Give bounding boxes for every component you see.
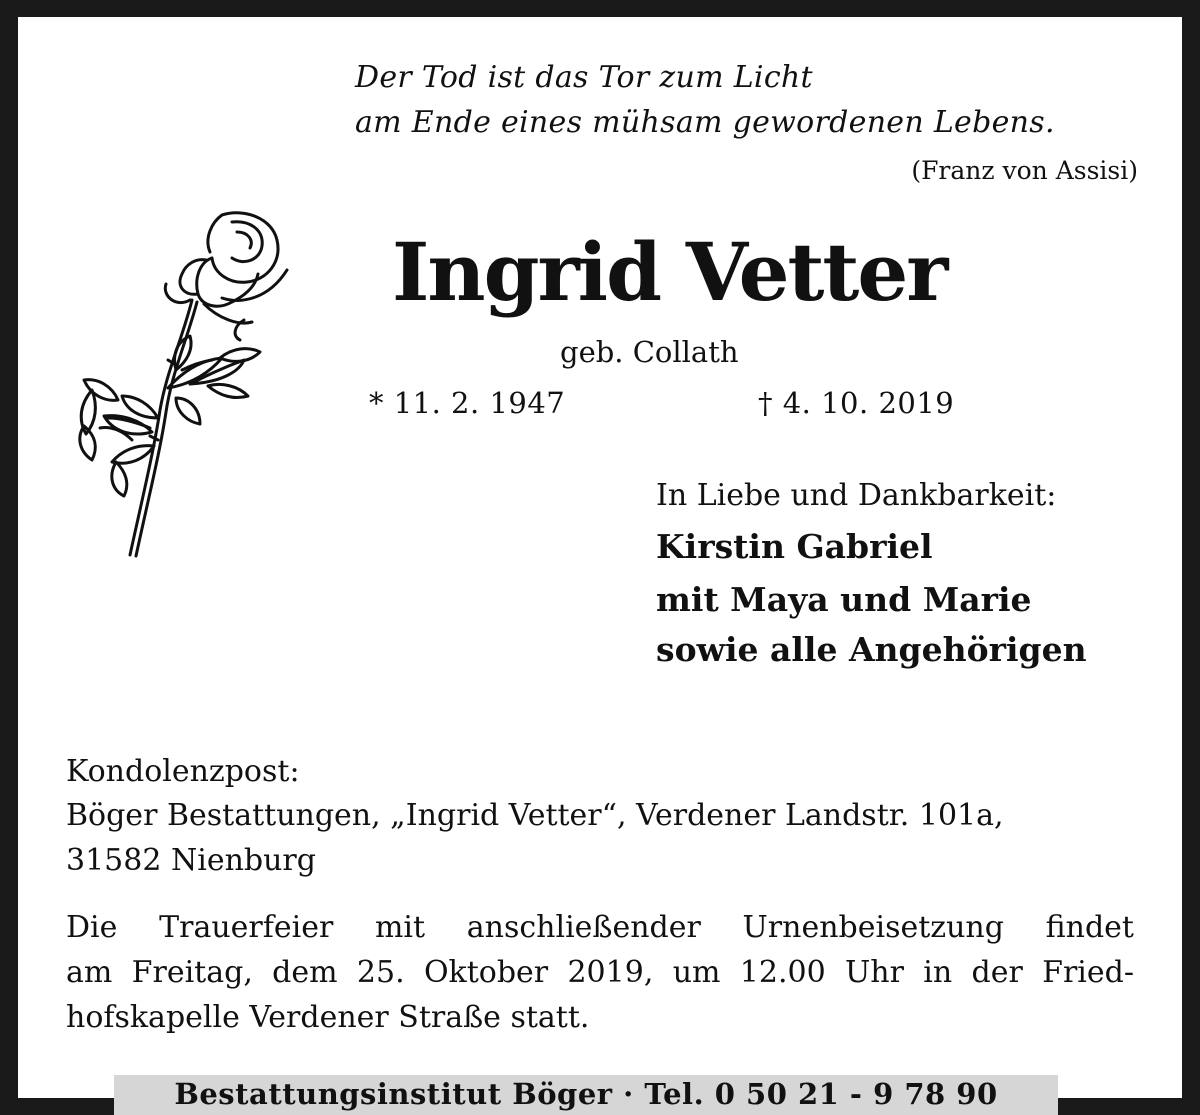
mourner-line-2: mit Maya und Marie	[656, 580, 1032, 619]
ceremony-line-1: Die Trauerfeier mit anschließender Urnenbeisetzung findet	[66, 910, 1134, 945]
maiden-name: geb. Collath	[560, 335, 739, 369]
quote-line-2: am Ende eines mühsam gewordenen Lebens.	[355, 105, 1055, 140]
rose-icon	[72, 200, 302, 570]
condolence-address-line-2: 31582 Nienburg	[66, 843, 316, 878]
mourner-line-3: sowie alle Angehörigen	[656, 630, 1087, 669]
death-date: † 4. 10. 2019	[758, 386, 955, 420]
condolence-heading: Kondolenzpost:	[66, 754, 300, 789]
condolence-address-line-1: Böger Bestattungen, „Ingrid Vetter“, Verdener Landstr. 101a,	[66, 798, 1004, 833]
mourners-intro: In Liebe und Dankbarkeit:	[656, 478, 1057, 513]
ceremony-line-2: am Freitag, dem 25. Oktober 2019, um 12.00 Uhr in der Fried-	[66, 955, 1134, 990]
quote-author: (Franz von Assisi)	[911, 156, 1138, 185]
funeral-home-contact: Bestattungsinstitut Böger · Tel. 0 50 21 - 9 78 90	[174, 1077, 998, 1111]
quote-line-1: Der Tod ist das Tor zum Licht	[355, 60, 813, 95]
footer-bar	[114, 1075, 1058, 1115]
birth-date: * 11. 2. 1947	[369, 386, 566, 420]
ceremony-line-3: hofskapelle Verdener Straße statt.	[66, 1000, 590, 1035]
mourner-line-1: Kirstin Gabriel	[656, 527, 933, 566]
deceased-name: Ingrid Vetter	[392, 225, 947, 319]
